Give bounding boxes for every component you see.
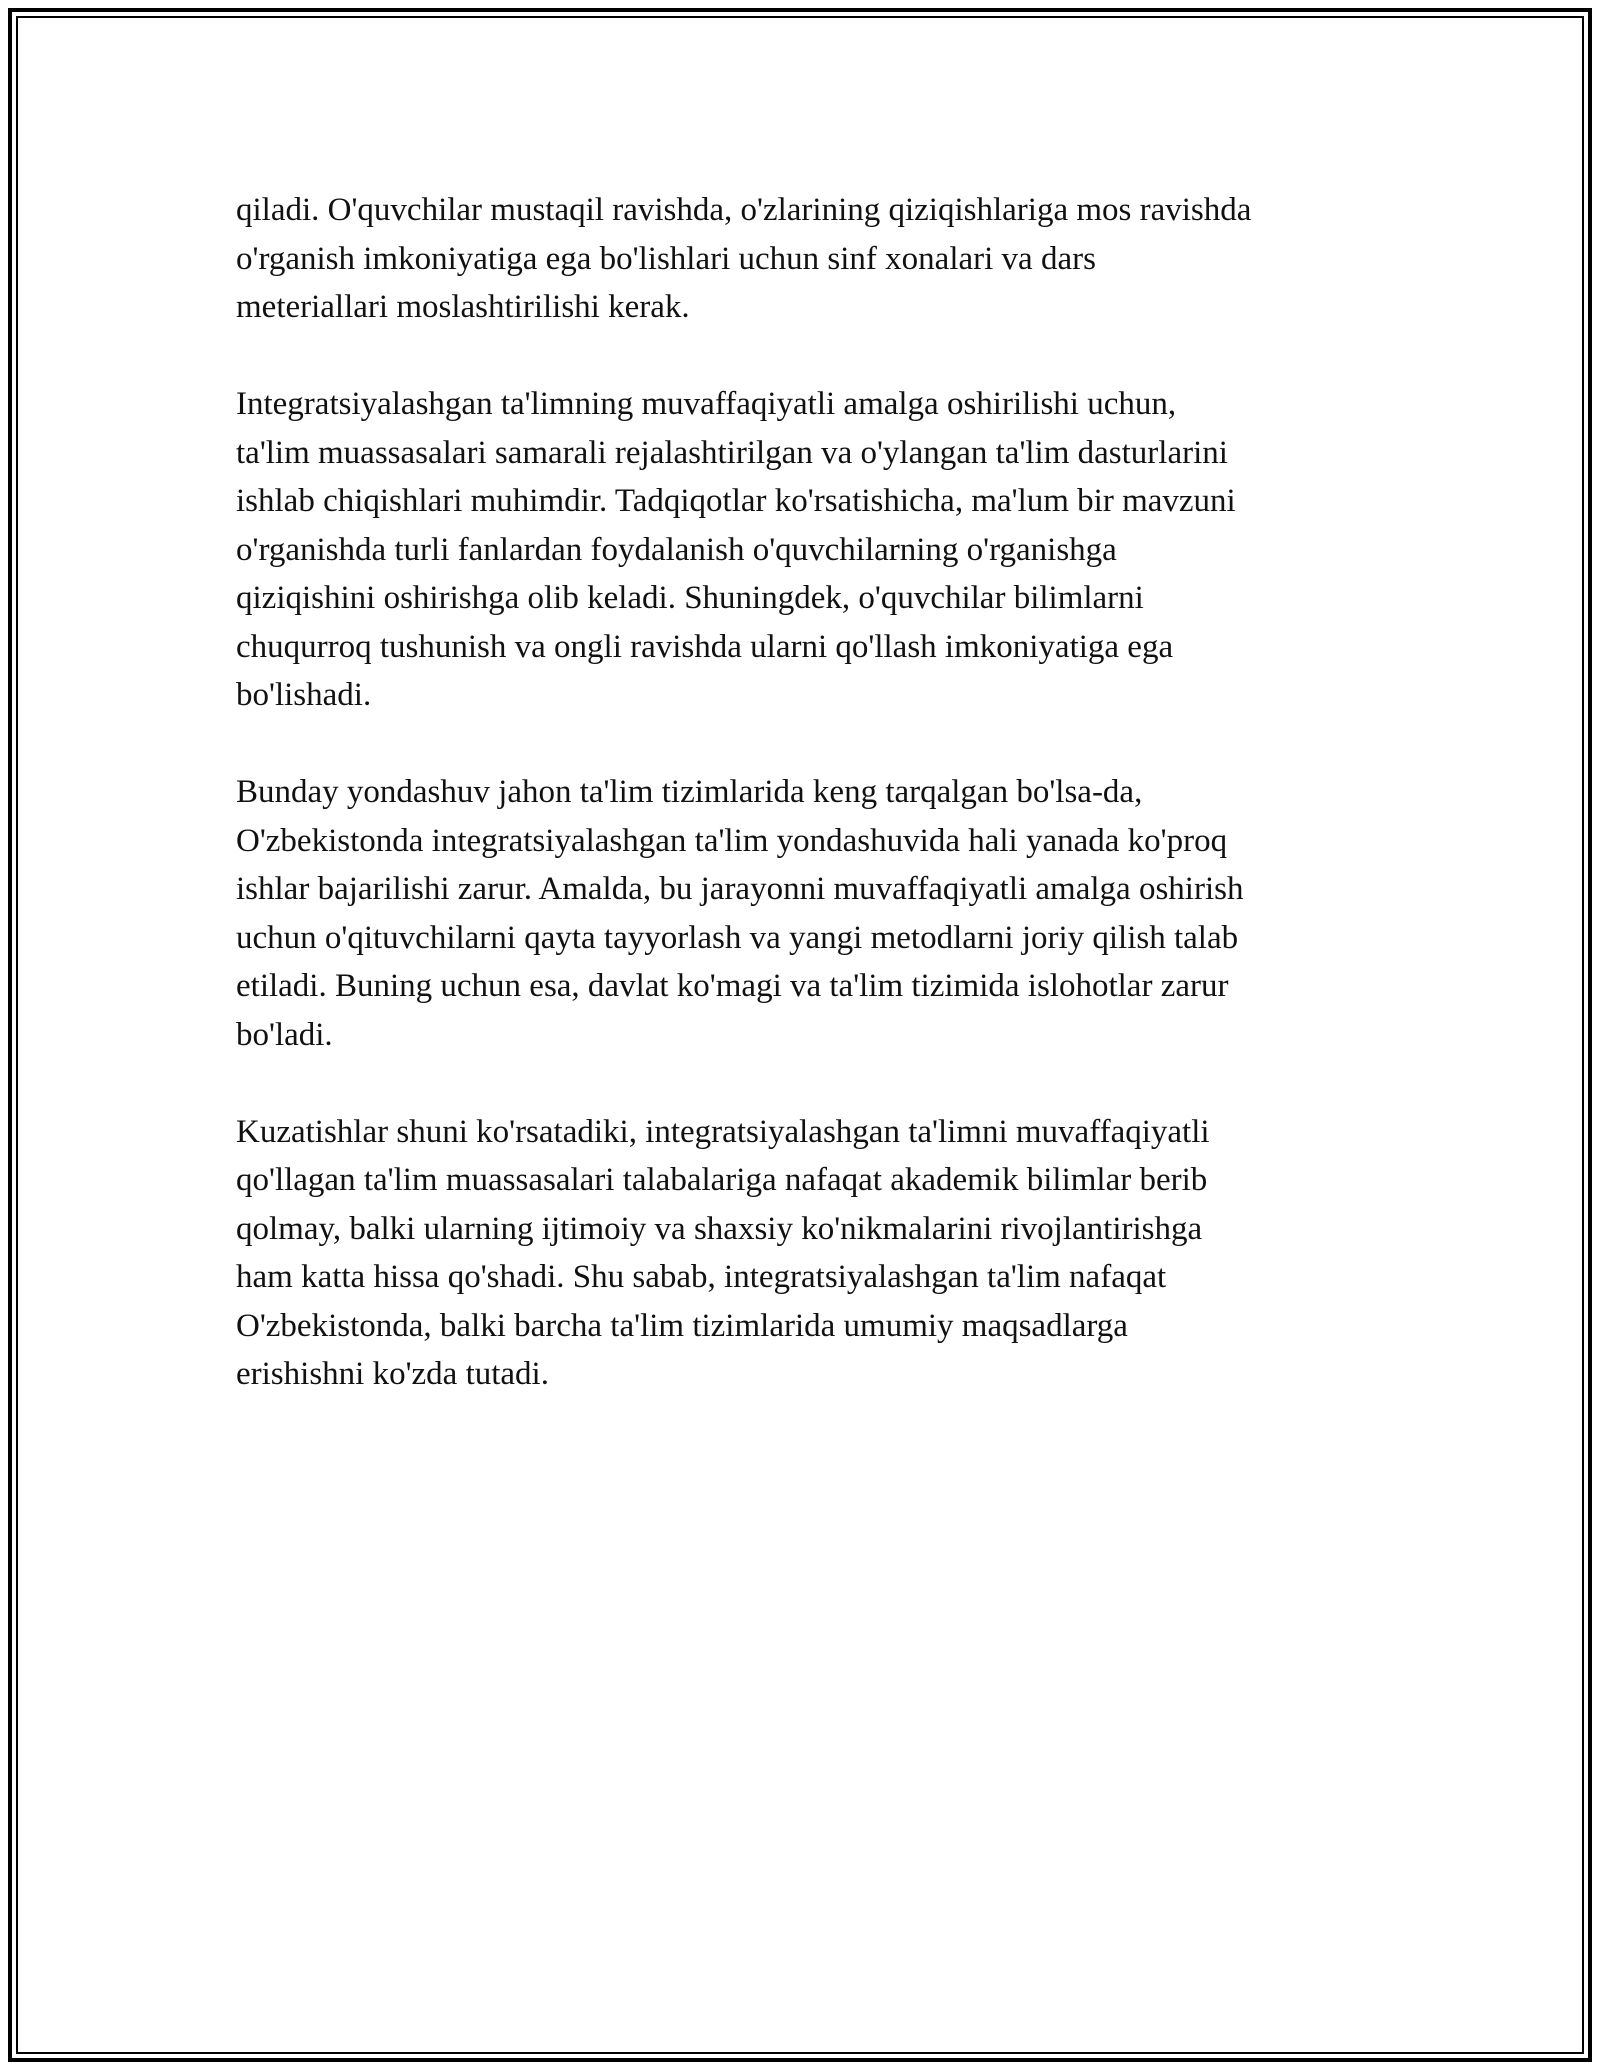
- text-line: qiziqishini oshirishga olib keladi. Shuningdek, o'quvchilar bilimlarni: [236, 580, 1144, 616]
- text-line: erishishni ko'zda tutadi.: [236, 1356, 549, 1392]
- text-line: qolmay, balki ularning ijtimoiy va shaxsiy ko'nikmalarini rivojlantirishga: [236, 1210, 1203, 1247]
- text-line: ta'lim muassasalari samarali rejalashtirilgan va o'ylangan ta'lim dasturlarini: [236, 434, 1228, 471]
- paragraph-4: [236, 1108, 1396, 1399]
- text-line: etiladi. Buning uchun esa, davlat ko'magi va ta'lim tizimida islohotlar zarur: [236, 968, 1229, 1004]
- text-line: uchun o'qituvchilarni qayta tayyorlash va yangi metodlarni joriy qilish talab: [236, 919, 1239, 956]
- text-line: bo'ladi.: [236, 1016, 333, 1053]
- paragraph-2: [236, 380, 1396, 720]
- text-line: O'zbekistonda integratsiyalashgan ta'lim yondashuvida hali yanada ko'proq: [236, 822, 1228, 859]
- paragraph-1: [236, 186, 1396, 332]
- text-line: Bunday yondashuv jahon ta'lim tizimlarida keng tarqalgan bo'lsa-da,: [236, 774, 1143, 810]
- document-body: [236, 186, 1396, 1447]
- text-line: O'zbekistonda, balki barcha ta'lim tizimlarida umumiy maqsadlarga: [236, 1307, 1128, 1344]
- text-line: Integratsiyalashgan ta'limning muvaffaqiyatli amalga oshirilishi uchun,: [236, 386, 1177, 422]
- text-line: Kuzatishlar shuni ko'rsatadiki, integratsiyalashgan ta'limni muvaffaqiyatli: [236, 1113, 1210, 1150]
- text-line: ham katta hissa qo'shadi. Shu sabab, integratsiyalashgan ta'lim nafaqat: [236, 1259, 1167, 1295]
- text-line: qiladi. O'quvchilar mustaqil ravishda, o'zlarining qiziqishlariga mos ravishda: [236, 192, 1252, 228]
- text-line: meteriallari moslashtirilishi kerak.: [236, 289, 690, 325]
- text-line: o'rganish imkoniyatiga ega bo'lishlari uchun sinf xonalari va dars: [236, 240, 1096, 277]
- text-line: bo'lishadi.: [236, 677, 372, 713]
- text-line: qo'llagan ta'lim muassasalari talabalariga nafaqat akademik bilimlar berib: [236, 1162, 1208, 1198]
- text-line: ishlar bajarilishi zarur. Amalda, bu jarayonni muvaffaqiyatli amalga oshirish: [236, 871, 1244, 907]
- text-line: o'rganishda turli fanlardan foydalanish o'quvchilarning o'rganishga: [236, 531, 1117, 568]
- paragraph-3: [236, 768, 1396, 1059]
- text-line: chuqurroq tushunish va ongli ravishda ularni qo'llash imkoniyatiga ega: [236, 628, 1174, 665]
- text-line: ishlab chiqishlari muhimdir. Tadqiqotlar ko'rsatishicha, ma'lum bir mavzuni: [236, 483, 1236, 519]
